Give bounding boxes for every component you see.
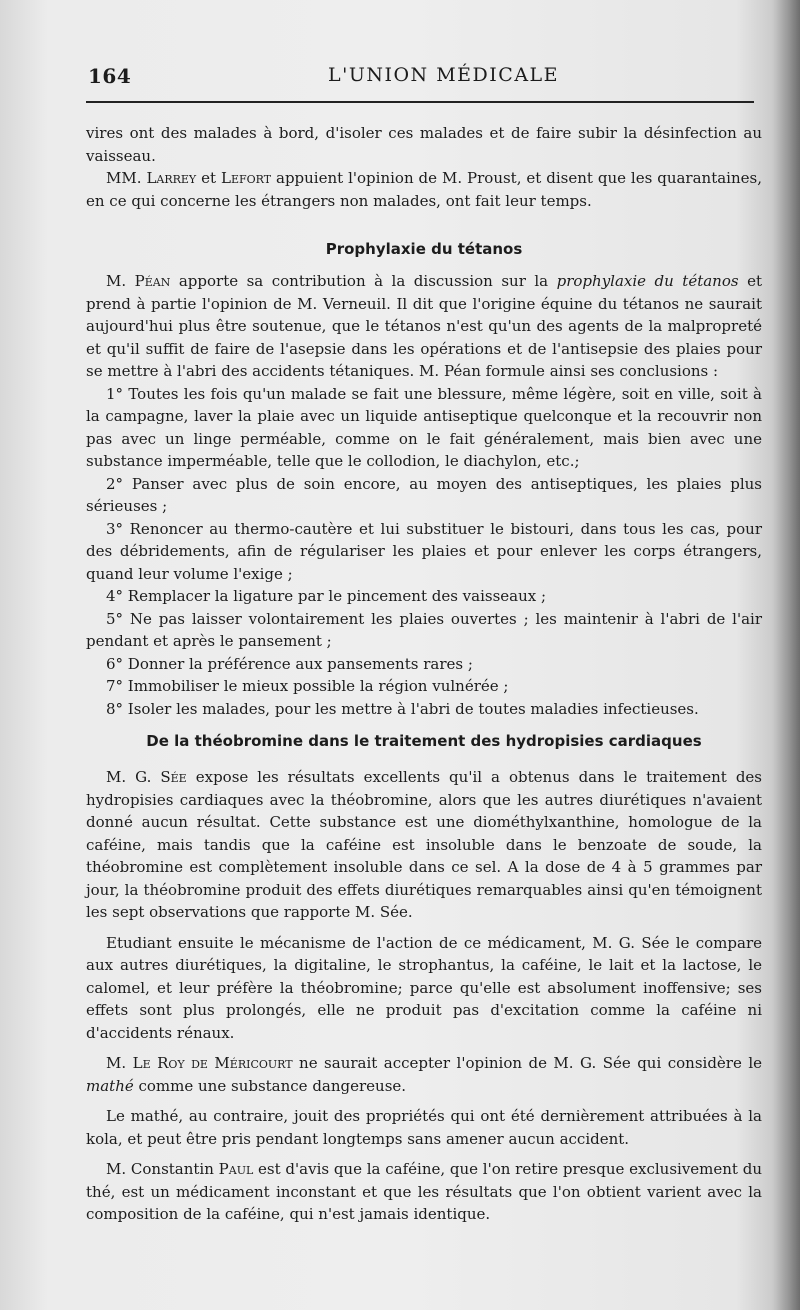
paragraph-constantin-paul: M. Constantin Paul est d'avis que la caféine, que l'on retire presque exclusivement du thé, est un médicament inconstant et que les résultats que l'on obtient varient avec la composition de la caféine, qui n'est jamais identique.: [86, 1160, 762, 1223]
name-larrey: Larrey: [146, 169, 197, 187]
name-le-roy-de-mericourt: Le Roy de Méricourt: [132, 1054, 293, 1072]
italic-prophylaxie: prophylaxie du tétanos: [556, 272, 739, 290]
article-body: [86, 122, 762, 1226]
conclusion-item: 4° Remplacer la ligature par le pincement des vaisseaux ;: [106, 587, 547, 605]
conclusion-item: 8° Isoler les malades, pour les mettre à l'abri de toutes maladies infectieuses.: [106, 699, 699, 718]
section-title-theobromine: De la théobromine dans le traitement des hydropisies cardiaques: [146, 732, 702, 750]
paragraph-mecanisme: Etudiant ensuite le mécanisme de l'action de ce médicament, M. G. Sée le compare aux autres diurétiques, la digitaline, le strophantus, la caféine, le lait et la lactose, le calomel, et leur préfère la théobromine; parce qu'elle est absolument inoffensive; ses effets sont plus prolongés, elle ne produit pas d'excitation comme la caféine ni d'accidents rénaux.: [86, 933, 762, 1042]
paragraph-larrey-lefort: MM. Larrey et Lefort appuient l'opinion de M. Proust, et disent que les quarantaines, en ce qui concerne les étrangers non malades, ont fait leur temps.: [86, 169, 762, 210]
conclusion-item: 7° Immobiliser le mieux possible la région vulnérée ;: [106, 677, 509, 695]
name-see: Sée: [160, 768, 187, 786]
conclusion-item: 2° Panser avec plus de soin encore, au moyen des antiseptiques, les plaies plus sérieuses ;: [86, 474, 762, 515]
conclusion-item: 3° Renoncer au thermo-cautère et lui substituer le bistouri, dans tous les cas, pour des débridements, afin de régulariser les plaies et pour enlever les corps étrangers, quand leur volume l'exige ;: [86, 519, 762, 583]
name-paul: Paul: [218, 1160, 254, 1178]
paragraph-quarantine-continuation: vires ont des malades à bord, d'isoler ces malades et de faire subir la désinfection au vaisseau.: [86, 124, 762, 165]
paragraph-le-roy: M. Le Roy de Méricourt ne saurait accepter l'opinion de M. G. Sée qui considère le mathé comme une substance dangereuse.: [86, 1054, 762, 1095]
italic-mathe: mathé: [86, 1076, 134, 1095]
name-lefort: Lefort: [220, 169, 272, 187]
page-header: [88, 64, 753, 94]
conclusion-item: 5° Ne pas laisser volontairement les plaies ouvertes ; les maintenir à l'abri de l'air pendant et après le pansement ;: [86, 609, 762, 650]
header-rule: [86, 101, 754, 103]
paragraph-mathe: Le mathé, au contraire, jouit des propriétés qui ont été dernièrement attribuées à la kola, et peut être pris pendant longtemps sans amener aucun accident.: [86, 1107, 762, 1148]
paragraph-see: M. G. Sée expose les résultats excellents qu'il a obtenus dans le traitement des hydropisies cardiaques avec la théobromine, alors que les autres diurétiques n'avaient donné aucun résultat. Cette substance est une diométhylxanthine, homologue de la caféine, mais tandis que la caféine est insoluble dans le benzoate de soude, la théobromine est complètement insoluble dans ce sel. A la dose de 4 à 5 grammes par jour, la théobromine produit des effets diurétiques remarquables ainsi qu'en témoignent les sept observations que rapporte M. Sée.: [86, 768, 762, 921]
book-spine-shadow: [772, 0, 800, 1310]
paragraph-pean: M. Péan apporte sa contribution à la discussion sur la prophylaxie du tétanos et prend à partie l'opinion de M. Verneuil. Il dit que l'origine équine du tétanos ne saurait aujourd'hui plus être soutenue, que le tétanos n'est qu'un des agents de la malpropreté et qu'il suffit de faire de l'asepsie dans les opérations et de l'antisepsie des plaies pour se mettre à l'abri des accidents tétaniques. M. Péan formule ainsi ses conclusions :: [86, 272, 762, 380]
name-pean: Péan: [134, 272, 171, 290]
page-number: 164: [88, 64, 132, 88]
conclusion-item: 1° Toutes les fois qu'un malade se fait une blessure, même légère, soit en ville, soit à la campagne, laver la plaie avec un liquide antiseptique quelconque et la recouvrir non pas avec un linge perméable, comme on le fait généralement, mais bien avec une substance imperméable, telle que le collodion, le diachylon, etc.;: [86, 384, 762, 470]
running-title: L'UNION MÉDICALE: [328, 64, 560, 86]
section-title-tetanos: Prophylaxie du tétanos: [325, 240, 523, 258]
conclusion-item: 6° Donner la préférence aux pansements rares ;: [106, 654, 473, 673]
